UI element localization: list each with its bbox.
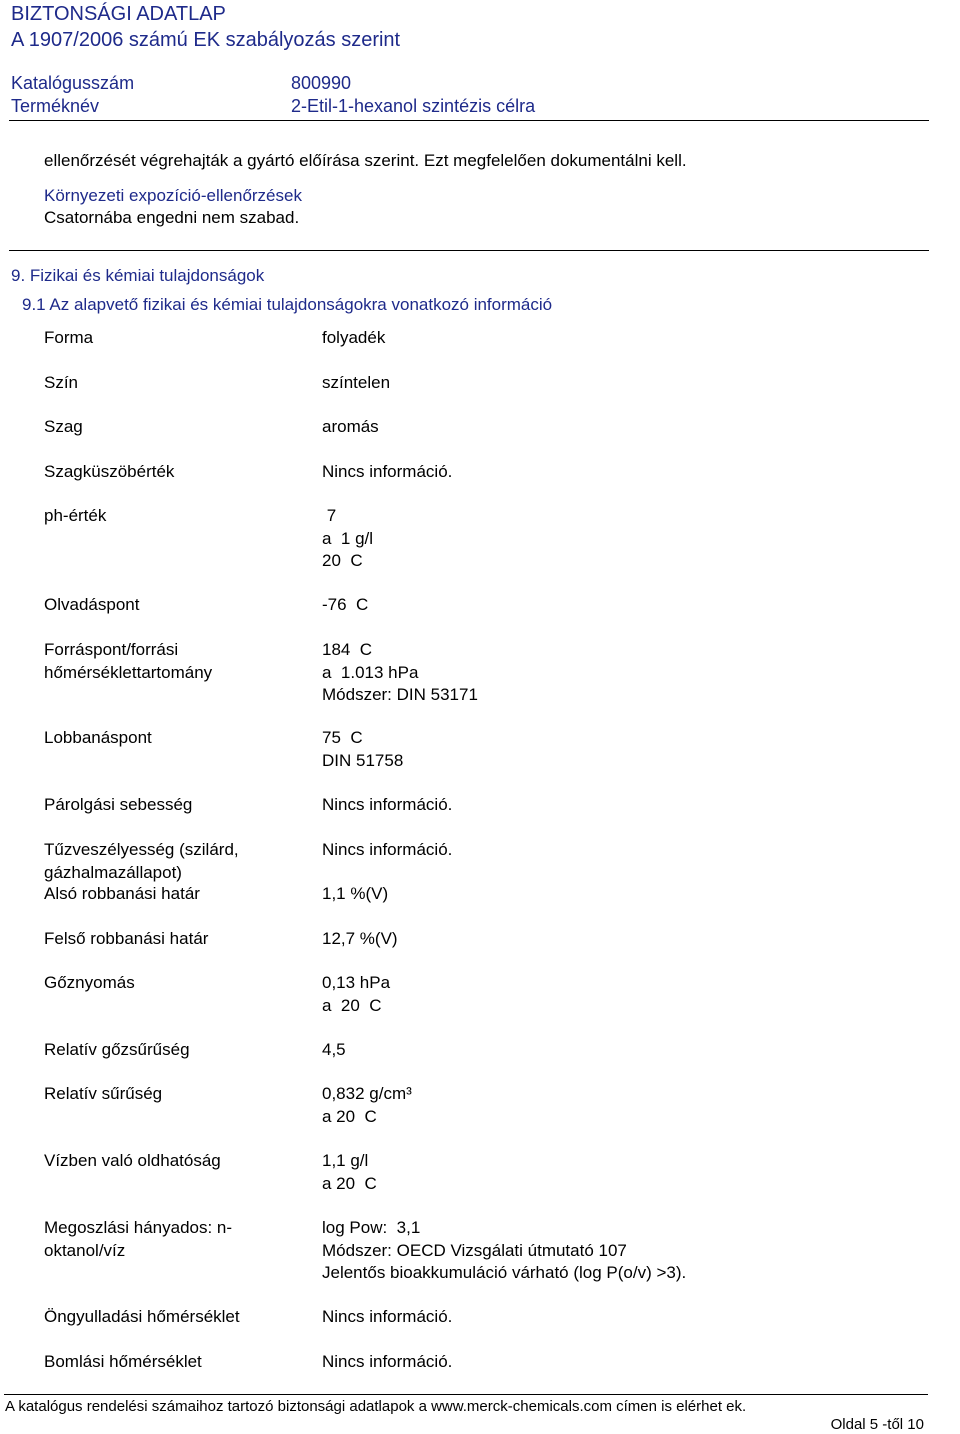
property-label-line: Relatív sűrűség [44,1084,163,1103]
property-label-line: Gőznyomás [44,973,135,992]
property-label [44,727,152,750]
property-value [322,1351,452,1374]
catalog-label: Katalógusszám [11,73,135,93]
property-label [44,1039,190,1062]
property-value-line: a 20 C [322,1106,377,1126]
property-label [44,1217,232,1262]
property-value [322,883,388,906]
property-value-line: 20 C [322,551,363,570]
property-value [322,972,390,1017]
property-value [322,727,403,772]
property-value-line: Nincs információ. [322,1352,453,1371]
header-divider [9,120,929,121]
product-label: Terméknév [11,96,100,116]
property-label-line: Szagküszöbérték [44,462,175,481]
property-label-line: Megoszlási hányados: n- [44,1218,233,1237]
property-label-line: Bomlási hőmérséklet [44,1352,202,1371]
property-value [322,416,379,439]
property-value-line: 75 C [322,728,363,747]
property-label-line: Szag [44,417,83,436]
property-value-line: aromás [322,417,379,436]
property-value [322,594,368,617]
property-label-line: gázhalmazállapot) [44,862,182,882]
property-value [322,1306,452,1329]
property-value [322,505,373,573]
property-value-line: a 1 g/l [322,528,374,548]
section-subtitle: 9.1 Az alapvető fizikai és kémiai tulajdonságokra vonatkozó információ [22,295,553,314]
property-label [44,794,192,817]
property-value-line: 0,832 g/cm³ [322,1084,412,1103]
property-value-line: 0,13 hPa [322,973,391,992]
property-value-line: a 20 C [322,995,382,1015]
property-value-line: Nincs információ. [322,840,453,859]
property-label-line: Forráspont/forrási [44,640,179,659]
property-value-line: folyadék [322,328,386,347]
property-label-line: Forma [44,328,94,347]
section-title: 9. Fizikai és kémiai tulajdonságok [11,266,265,285]
intro-text: ellenőrzését végrehajták a gyártó előírása szerint. Ezt megfelelően dokumentálni kell. [44,151,687,170]
property-label [44,1150,221,1173]
property-label-line: ph-érték [44,506,107,525]
property-value-line: 1,1 %(V) [322,884,389,903]
property-value-line: -76 C [322,595,369,614]
property-value-line: DIN 51758 [322,750,404,770]
property-value [322,639,478,707]
property-label [44,505,106,528]
property-label [44,1306,240,1329]
property-label [44,416,83,439]
property-label-line: Párolgási sebesség [44,795,193,814]
document-title: BIZTONSÁGI ADATLAP [11,3,226,25]
property-value-line: a 20 C [322,1173,377,1193]
property-label-line: hőmérséklettartomány [44,662,213,682]
footer-text: A katalógus rendelési számaihoz tartozó biztonsági adatlapok a www.merck-chemicals.com címen is elérhet ek. [5,1398,747,1415]
property-label [44,372,78,395]
property-value [322,794,452,817]
section-divider [9,250,929,251]
property-value [322,1150,377,1195]
property-label [44,839,239,884]
property-label [44,928,208,951]
property-value [322,928,398,951]
property-value [322,1217,686,1285]
property-value-line: 1,1 g/l [322,1151,369,1170]
property-label-line: Vízben való oldhatóság [44,1151,221,1170]
property-label-line: Felső robbanási határ [44,929,209,948]
property-label-line: oktanol/víz [44,1240,126,1260]
catalog-value: 800990 [291,73,352,93]
property-value-line: színtelen [322,373,391,392]
property-value [322,327,385,350]
property-value-line: log Pow: 3,1 [322,1218,421,1237]
property-label-line: Tűzveszélyesség (szilárd, [44,840,239,859]
document-subtitle: A 1907/2006 számú EK szabályozás szerint [11,29,401,51]
property-value-line: Módszer: DIN 53171 [322,685,478,704]
product-value: 2-Etil-1-hexanol szintézis célra [291,96,536,116]
property-value-line: Nincs információ. [322,1307,453,1326]
property-label [44,883,200,906]
property-label-line: Relatív gőzsűrűség [44,1040,190,1059]
property-value-line: 4,5 [322,1040,346,1059]
property-label-line: Öngyulladási hőmérséklet [44,1307,240,1326]
property-value-line: Nincs információ. [322,462,453,481]
footer-divider [4,1394,928,1395]
property-label [44,639,212,684]
property-label [44,1083,162,1106]
property-value [322,461,452,484]
property-value-line: 12,7 %(V) [322,929,398,948]
env-exposure-text: Csatornába engedni nem szabad. [44,208,300,227]
property-label-line: Lobbanáspont [44,728,152,747]
property-value-line: Módszer: OECD Vizsgálati útmutató 107 [322,1240,627,1260]
property-value [322,372,390,395]
property-value [322,1039,346,1062]
property-label-line: Alsó robbanási határ [44,884,200,903]
property-value-line: 7 [322,506,337,525]
property-label [44,327,93,350]
property-label [44,1351,202,1374]
property-value [322,839,452,862]
property-value-line: Jelentős bioakkumuláció várható (log P(o/v) >3). [322,1263,687,1282]
property-value-line: a 1.013 hPa [322,662,419,682]
property-label [44,594,139,617]
property-label [44,972,135,995]
property-label-line: Szín [44,373,79,392]
property-value-line: 184 C [322,640,373,659]
property-value-line: Nincs információ. [322,795,453,814]
env-exposure-heading: Környezeti expozíció-ellenőrzések [44,186,302,205]
page-number: Oldal 5 -től 10 [830,1416,924,1433]
property-label [44,461,174,484]
property-label-line: Olvadáspont [44,595,140,614]
property-value [322,1083,412,1128]
